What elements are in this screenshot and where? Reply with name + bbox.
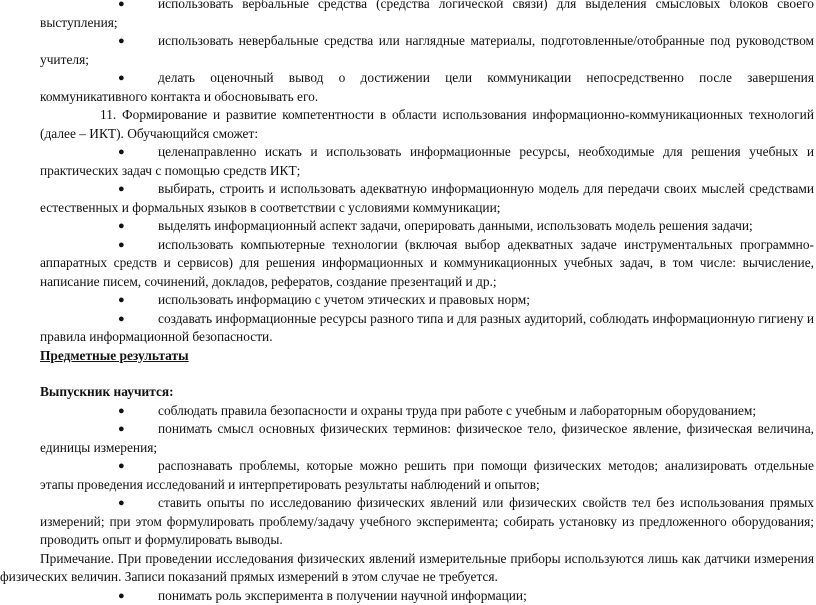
bullet-item xyxy=(40,143,814,180)
bullet-text: делать оценочный вывод о достижении цели коммуникации непосредственно после завершения коммуникативного контакта и обосновывать его. xyxy=(40,70,814,104)
bullet-item xyxy=(40,494,814,550)
bullet-icon: ● xyxy=(118,291,125,310)
section-heading: Предметные результаты xyxy=(40,347,816,366)
bullet-text: целенаправленно искать и использовать информационные ресурсы, необходимые для решения учебных и практических задач с помощью средств ИКТ; xyxy=(40,144,814,178)
bullet-item xyxy=(40,457,814,494)
numbered-paragraph-11: 11. Формирование и развитие компетентности в области использования информационно-коммуникационных технологий (далее – ИКТ). Обучающийся сможет: xyxy=(40,106,814,143)
bullet-icon: ● xyxy=(118,310,125,329)
bullet-item xyxy=(40,32,814,69)
bullet-text: использовать информацию с учетом этических и правовых норм; xyxy=(158,292,530,307)
bullet-icon: ● xyxy=(118,457,125,476)
bullet-item xyxy=(40,217,814,236)
bullet-icon: ● xyxy=(118,236,125,255)
bullet-icon: ● xyxy=(118,143,125,162)
bullet-icon: ● xyxy=(118,494,125,513)
bullet-icon: ● xyxy=(118,217,125,236)
bullet-icon: ● xyxy=(118,32,125,51)
bullet-item xyxy=(40,69,814,106)
bullet-icon: ● xyxy=(118,420,125,439)
bullet-text: использовать компьютерные технологии (включая выбор адекватных задаче инструментальных программно-аппаратных средств и сервисов) для решения информационных и коммуникационных учебных задач, в том числе: вычисление, написание писем, сочинений, докладов, рефератов, создание презентаций и др.; xyxy=(40,237,814,289)
bullet-icon: ● xyxy=(118,180,125,199)
bullet-icon: ● xyxy=(118,587,125,605)
bullet-icon: ● xyxy=(118,0,125,14)
bullet-text: понимать смысл основных физических терминов: физическое тело, физическое явление, физическая величина, единицы измерения; xyxy=(40,421,814,455)
bullet-item xyxy=(40,310,814,347)
bullet-text: использовать вербальные средства (средства логической связи) для выделения смысловых блоков своего выступления; xyxy=(40,0,814,30)
bullet-text: ставить опыты по исследованию физических явлений или физических свойств тел без использования прямых измерений; при этом формулировать проблему/задачу учебного эксперимента; собирать установку из предложенного оборудования; проводить опыт и формулировать выводы. xyxy=(40,495,814,547)
bullet-icon: ● xyxy=(118,402,125,421)
bullet-item xyxy=(40,0,814,32)
bullet-item xyxy=(40,180,814,217)
bullet-item xyxy=(40,402,814,421)
bullet-text: создавать информационные ресурсы разного типа и для разных аудиторий, соблюдать информационную гигиену и правила информационной безопасности. xyxy=(40,311,814,345)
bullet-item xyxy=(40,236,814,292)
bullet-icon: ● xyxy=(118,69,125,88)
section-subheading: Выпускник научится: xyxy=(40,383,816,402)
bullet-item xyxy=(40,291,814,310)
bullet-item xyxy=(40,420,814,457)
bullet-text: выбирать, строить и использовать адекватную информационную модель для передачи своих мыслей средствами естественных и формальных языков в соответствии с условиями коммуникации; xyxy=(40,181,814,215)
bullet-text: соблюдать правила безопасности и охраны труда при работе с учебным и лабораторным оборудованием; xyxy=(158,403,756,418)
bullet-text: понимать роль эксперимента в получении научной информации; xyxy=(158,588,527,603)
bullet-item xyxy=(40,587,814,605)
bullet-text: распознавать проблемы, которые можно решить при помощи физических методов; анализировать отдельные этапы проведения исследований и интерпретировать результаты наблюдений и опытов; xyxy=(40,458,814,492)
bullet-text: выделять информационный аспект задачи, оперировать данными, использовать модель решения задачи; xyxy=(158,218,753,233)
bullet-text: использовать невербальные средства или наглядные материалы, подготовленные/отобранные под руководством учителя; xyxy=(40,33,814,67)
note-paragraph: Примечание. При проведении исследования физических явлений измерительные приборы используются лишь как датчики измерения физических величин. Записи показаний прямых измерений в этом случае не требуется. xyxy=(0,550,814,587)
spacer xyxy=(0,365,816,383)
